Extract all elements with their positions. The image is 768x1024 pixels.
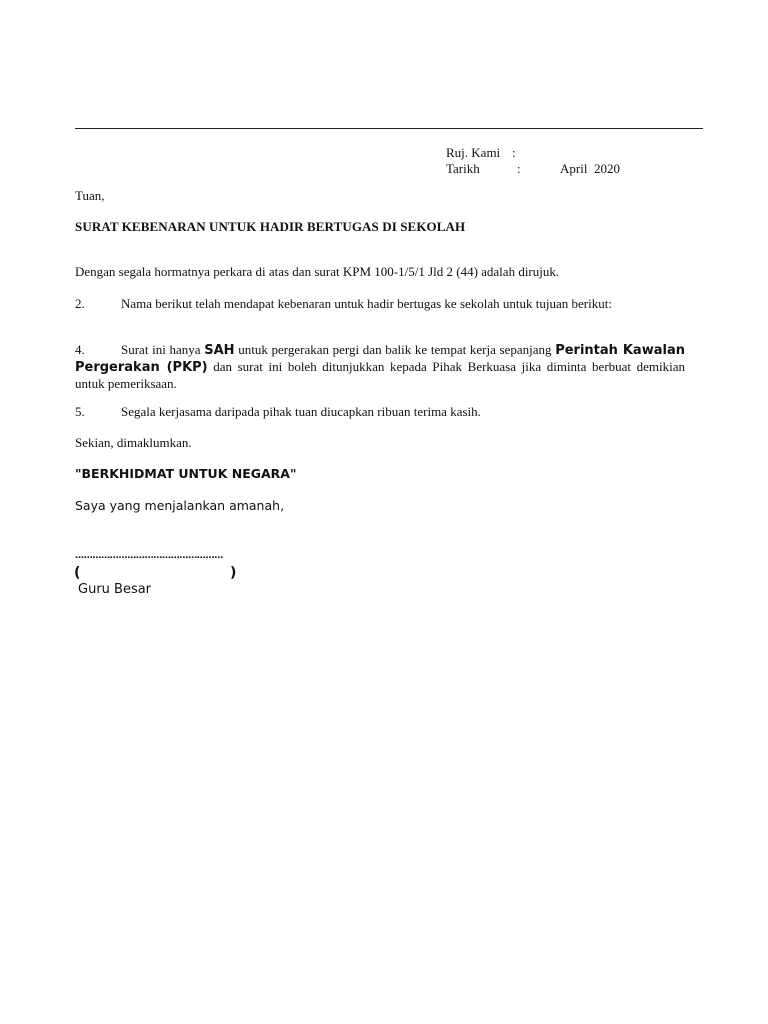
paragraph-2-text: Nama berikut telah mendapat kebenaran untuk hadir bertugas ke sekolah untuk tujuan berikut: — [121, 296, 612, 311]
paragraph-5-number: 5. — [75, 404, 85, 419]
paragraph-5 — [75, 404, 481, 420]
signatory-title: Guru Besar — [78, 582, 152, 597]
reference-label: Ruj. Kami — [446, 145, 501, 160]
paragraph-4-text-2: untuk pergerakan pergi dan balik ke tempat kerja sepanjang — [234, 342, 556, 357]
signature-open-paren: ( — [74, 565, 81, 581]
intro-paragraph: Dengan segala hormatnya perkara di atas dan surat KPM 100-1/5/1 Jld 2 (44) adalah dirujuk. — [75, 264, 560, 279]
letter-subject: SURAT KEBENARAN UNTUK HADIR BERTUGAS DI SEKOLAH — [75, 219, 466, 234]
date-line — [446, 161, 620, 177]
signature-close-paren: ) — [230, 565, 237, 581]
paragraph-4-text-1: Surat ini hanya — [121, 342, 205, 357]
closing-line: Sekian, dimaklumkan. — [75, 435, 192, 450]
paragraph-4-text-3: dan surat ini boleh ditunjukkan kepada Pihak Berkuasa jika diminta berbuat demikian untuk pemeriksaan. — [75, 359, 686, 391]
reference-colon: : — [512, 145, 516, 160]
paragraph-2-number: 2. — [75, 296, 85, 311]
header-rule — [75, 128, 703, 129]
paragraph-4 — [75, 342, 685, 392]
salutation: Tuan, — [75, 188, 105, 203]
date-colon: : — [517, 161, 521, 176]
paragraph-4-bold-sah: SAH — [204, 343, 235, 358]
sign-off: Saya yang menjalankan amanah, — [75, 498, 285, 513]
paragraph-2 — [75, 296, 612, 312]
signature-line: …………………………………………… — [75, 551, 223, 561]
date-value: April 2020 — [560, 161, 620, 176]
paragraph-4-bold-pkp: Perintah Kawalan Pergerakan (PKP) — [75, 343, 685, 375]
reference-line — [446, 145, 516, 161]
motto: "BERKHIDMAT UNTUK NEGARA" — [75, 466, 297, 481]
paragraph-4-number: 4. — [75, 342, 85, 357]
date-label: Tarikh — [446, 161, 480, 176]
paragraph-5-text: Segala kerjasama daripada pihak tuan diucapkan ribuan terima kasih. — [121, 404, 481, 419]
